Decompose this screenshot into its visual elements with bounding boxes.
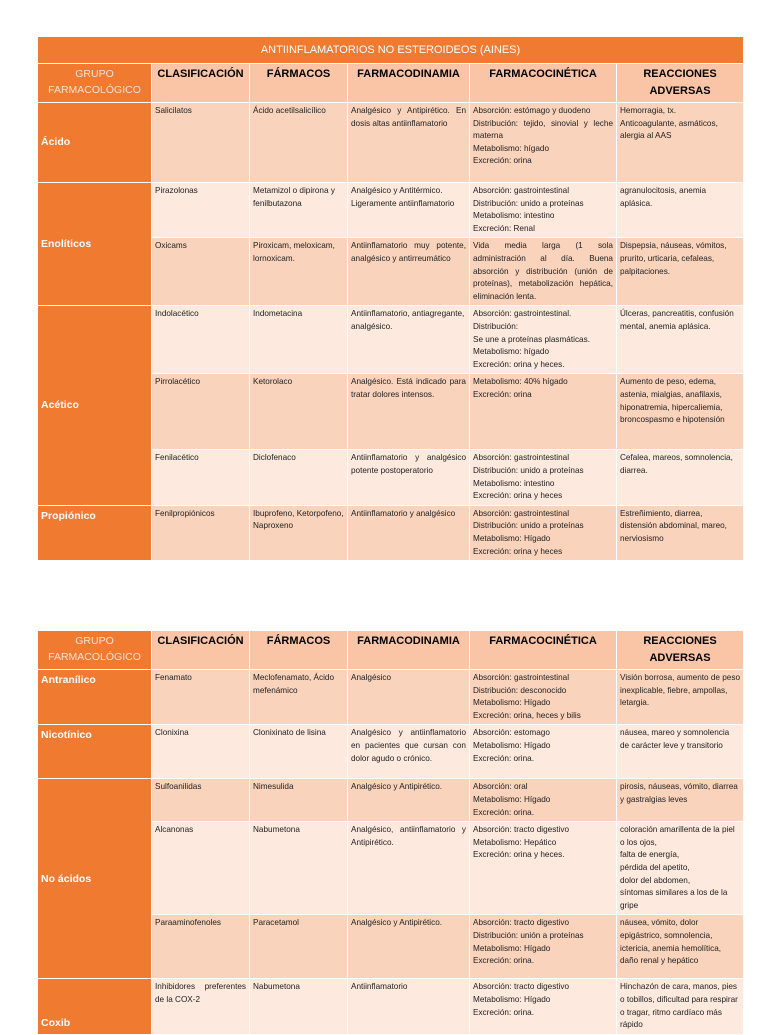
group-acido: Ácido — [38, 103, 152, 183]
cell-reacciones: Aumento de peso, edema, astenia, mialgias, anafilaxis, hiponatremia, hipercaliemia, broncospasmo e hipotensión — [617, 374, 744, 450]
cell-clasificacion: Fenamato — [152, 670, 250, 725]
cell-clasificacion: Pirrolacético — [152, 374, 250, 450]
cell-farmacodinamia: Antiinflamatorio y analgésico potente postoperatorio — [348, 450, 470, 505]
cell-farmacocinetica: Absorción: gastrointestinal Distribución: unido a proteínas Metabolismo: intestino Excreción: Renal — [470, 183, 617, 238]
table-row — [38, 979, 744, 1034]
cell-reacciones: Úlceras, pancreatitis, confusión mental, anemia aplásica. — [617, 306, 744, 374]
table-row — [38, 103, 744, 183]
cell-farmacodinamia: Analgésico y Antitérmico. Ligeramente antiinflamatorio — [348, 183, 470, 238]
group-propionico: Propiónico — [38, 505, 152, 560]
header-farmacodinamia: FARMACODINAMIA — [348, 631, 470, 670]
table-title: ANTIINFLAMATORIOS NO ESTEROIDEOS (AINES) — [38, 37, 744, 64]
header-grupo: GRUPO FARMACOLÓGICO — [38, 64, 152, 103]
cell-farmacos: Ibuprofeno, Ketorpofeno, Naproxeno — [250, 505, 348, 560]
table-row — [38, 505, 744, 560]
cell-clasificacion: Paraaminofenoles — [152, 915, 250, 979]
cell-clasificacion: Sulfoanilidas — [152, 779, 250, 822]
header-clasificacion: CLASIFICACIÓN — [152, 631, 250, 670]
cell-reacciones: agranulocitosis, anemia aplásica. — [617, 183, 744, 238]
cell-farmacocinetica: Vida media larga (1 sola administración al día. Buena absorción y distribución (unión de proteínas), metabolización hepática, eliminación lenta. — [470, 238, 617, 306]
cell-farmacodinamia: Analgésico y Antipirético. — [348, 779, 470, 822]
cell-farmacodinamia: Analgésico y Antipirético. En dosis altas antiinflamatorio — [348, 103, 470, 183]
cell-farmacos: Ketorolaco — [250, 374, 348, 450]
header-reacciones: REACCIONES ADVERSAS — [617, 64, 744, 103]
cell-reacciones: náusea, mareo y somnolencia de carácter leve y transitorio — [617, 725, 744, 779]
header-row — [38, 64, 744, 103]
header-reacciones: REACCIONES ADVERSAS — [617, 631, 744, 670]
cell-farmacocinetica: Absorción: estomago Metabolismo: Hígado Excreción: orina. — [470, 725, 617, 779]
cell-farmacos: Clonixinato de lisina — [250, 725, 348, 779]
header-clasificacion: CLASIFICACIÓN — [152, 64, 250, 103]
header-farmacocinetica: FARMACOCINÉTICA — [470, 631, 617, 670]
cell-reacciones: Hemorragia, tx. Anticoagulante, asmáticos, alergia al AAS — [617, 103, 744, 183]
cell-farmacocinetica: Absorción: gastrointestinal Distribución: unido a proteínas Metabolismo: Hígado Excreción: orina y heces — [470, 505, 617, 560]
header-farmacos: FÁRMACOS — [250, 64, 348, 103]
cell-farmacodinamia: Analgésico, antiinflamatorio y Antipirético. — [348, 822, 470, 915]
cell-farmacodinamia: Antiinflamatorio y analgésico — [348, 505, 470, 560]
table-row — [38, 183, 744, 238]
cell-farmacodinamia: Analgésico — [348, 670, 470, 725]
cell-farmacos: Piroxicam, meloxicam, lornoxicam. — [250, 238, 348, 306]
cell-farmacos: Metamizol o dipirona y fenilbutazona — [250, 183, 348, 238]
header-farmacos: FÁRMACOS — [250, 631, 348, 670]
group-acetico: Acético — [38, 306, 152, 505]
cell-farmacodinamia: Antiinflamatorio muy potente, analgésico y antirreumático — [348, 238, 470, 306]
table-row — [38, 306, 744, 374]
cell-clasificacion: Alcanonas — [152, 822, 250, 915]
cell-reacciones: Dispepsia, náuseas, vómitos, prurito, urticaria, cefaleas, palpitaciones. — [617, 238, 744, 306]
cell-clasificacion: Indolacético — [152, 306, 250, 374]
group-no-acidos: No ácidos — [38, 779, 152, 979]
cell-farmacodinamia: Analgésico y Antipirético. — [348, 915, 470, 979]
cell-farmacos: Indometacina — [250, 306, 348, 374]
cell-clasificacion: Oxicams — [152, 238, 250, 306]
cell-farmacos: Paracetamol — [250, 915, 348, 979]
cell-farmacodinamia: Antiinflamatorio, antiagregante, analgésico. — [348, 306, 470, 374]
cell-farmacocinetica: Absorción: tracto digestivo Metabolismo: Hepático Excreción: orina y heces. — [470, 822, 617, 915]
cell-farmacocinetica: Absorción: tracto digestivo Metabolismo: Hígado Excreción: orina. — [470, 979, 617, 1034]
table-row — [38, 725, 744, 779]
cell-reacciones: Cefalea, mareos, somnolencia, diarrea. — [617, 450, 744, 505]
header-farmacodinamia: FARMACODINAMIA — [348, 64, 470, 103]
cell-farmacocinetica: Metabolismo: 40% hígado Excreción: orina — [470, 374, 617, 450]
cell-farmacos: Nimesulida — [250, 779, 348, 822]
cell-farmacocinetica: Absorción: estómago y duodeno Distribución: tejido, sinovial y leche materna Metabolismo: hígado Excreción: orina — [470, 103, 617, 183]
header-row — [38, 631, 744, 670]
table-row — [38, 670, 744, 725]
cell-reacciones: náusea, vómito, dolor epigástrico, somnolencia, ictericia, anemia hemolítica, daño renal y hepático — [617, 915, 744, 979]
cell-farmacos: Diclofenaco — [250, 450, 348, 505]
cell-clasificacion: Clonixina — [152, 725, 250, 779]
cell-farmacos: Nabumetona — [250, 822, 348, 915]
cell-farmacos: Ácido acetilsalicílico — [250, 103, 348, 183]
group-antranilico: Antranílico — [38, 670, 152, 725]
cell-clasificacion: Fenilacético — [152, 450, 250, 505]
aines-table-1 — [37, 36, 744, 561]
header-farmacocinetica: FARMACOCINÉTICA — [470, 64, 617, 103]
cell-reacciones: Hinchazón de cara, manos, pies o tobillos, dificultad para respirar o tragar, ritmo cardíaco más rápido — [617, 979, 744, 1034]
cell-farmacocinetica: Absorción: gastrointestinal. Distribución: Se une a proteínas plasmáticas. Metabolismo: hígado Excreción: orina y heces. — [470, 306, 617, 374]
cell-clasificacion: Fenilpropiónicos — [152, 505, 250, 560]
cell-farmacocinetica: Absorción: oral Metabolismo: Hígado Excreción: orina. — [470, 779, 617, 822]
group-enoliticos: Enolíticos — [38, 183, 152, 306]
cell-farmacocinetica: Absorción: tracto digestivo Distribución: unión a proteínas Metabolismo: Hígado Excreción: orina. — [470, 915, 617, 979]
cell-reacciones: pirosis, náuseas, vómito, diarrea y gastralgias leves — [617, 779, 744, 822]
cell-clasificacion: Pirazolonas — [152, 183, 250, 238]
cell-reacciones: Estreñimiento, diarrea, distensión abdominal, mareo, nerviosismo — [617, 505, 744, 560]
cell-reacciones: Visión borrosa, aumento de peso inexplicable, fiebre, ampollas, letargia. — [617, 670, 744, 725]
cell-farmacocinetica: Absorción: gastrointestinal Distribución: unido a proteínas Metabolismo: intestino Excreción: orina y heces — [470, 450, 617, 505]
cell-farmacos: Nabumetona — [250, 979, 348, 1034]
header-grupo: GRUPO FARMACOLÓGICO — [38, 631, 152, 670]
cell-farmacodinamia: Antiinflamatorio — [348, 979, 470, 1034]
cell-reacciones: coloración amarillenta de la piel o los ojos, falta de energía, pérdida del apetito, dolor del abdomen, síntomas similares a los de la gripe — [617, 822, 744, 915]
cell-clasificacion: Inhibidores preferentes de la COX-2 — [152, 979, 250, 1034]
cell-farmacodinamia: Analgésico. Está indicado para tratar dolores intensos. — [348, 374, 470, 450]
group-nicotinico: Nicotínico — [38, 725, 152, 779]
group-coxib: Coxib — [38, 979, 152, 1034]
table-row — [38, 779, 744, 822]
cell-clasificacion: Salicilatos — [152, 103, 250, 183]
cell-farmacodinamia: Analgésico y antiinflamatorio en pacientes que cursan con dolor agudo o crónico. — [348, 725, 470, 779]
cell-farmacocinetica: Absorción: gastrointestinal Distribución: desconocido Metabolismo: Hígado Excreción: orina, heces y bilis — [470, 670, 617, 725]
cell-farmacos: Meclofenamato, Ácido mefenámico — [250, 670, 348, 725]
aines-table-2 — [37, 630, 744, 1035]
